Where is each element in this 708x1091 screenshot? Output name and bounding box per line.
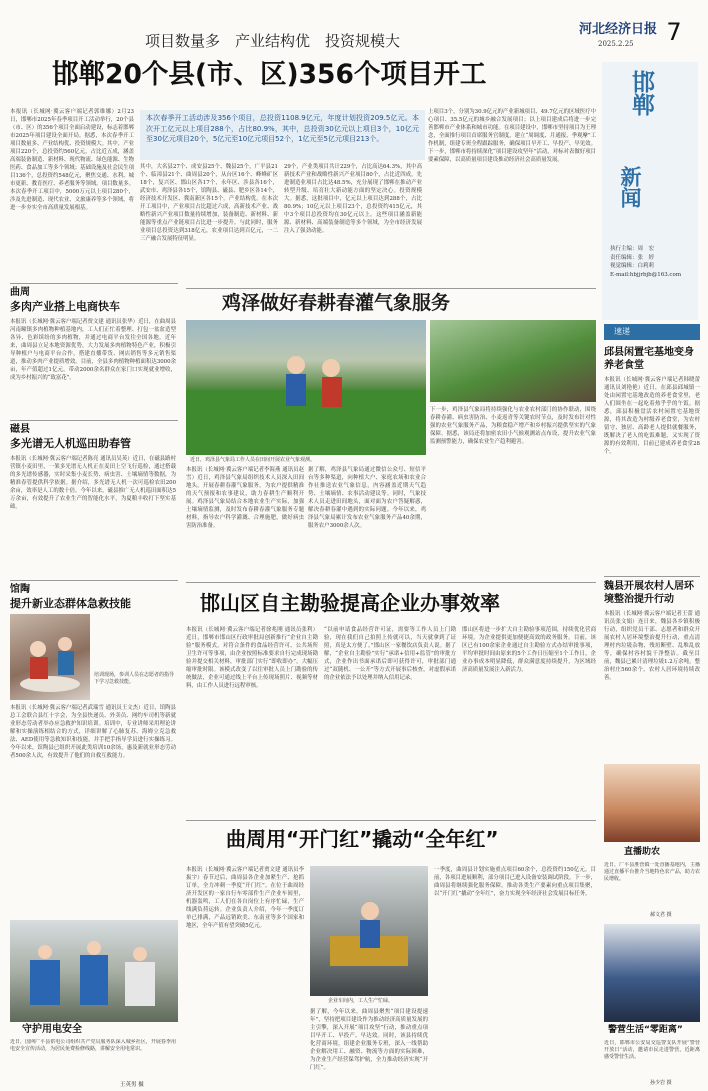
police-credit: 孙少岩 摄 — [650, 1080, 672, 1086]
police-photo — [604, 924, 700, 1022]
jize-column-3: 下一步，鸡泽县气象局将持续强化与农业农村部门的协作联动，围绕春耕春灌、病虫害防治、小麦返青等关键农时节点，及时发布针对性强的农业气象服务产品，为粮食稳产增产和乡村振兴提供坚实的气象保障。据悉，该局还将加密农田小气候观测站点布设，提升农业气象监测预警能力，确保农业生产趋利避害。 — [430, 407, 596, 445]
editor-line: 视觉编辑：白莉莉 — [610, 263, 655, 269]
page-number: 7 — [666, 18, 682, 46]
sudi-banner-label: 速递 — [614, 327, 630, 336]
section-city: 邯郸 — [628, 70, 654, 116]
shouhu-credit: 王英男 摄 — [120, 1082, 144, 1088]
hanshan-column-1: 本报讯（长城网·冀云客户端记者徐兆刚 通讯员张利）近日，邯郸市邯山区行政审批局创新推行“企业自主勘验”服务模式，对符合条件的食品经营许可、公共场所卫生许可等事项，由企业按照标准要求自行完成现场勘验并提交相关材料，审批部门实行“即收即办”，大幅压缩审批时限。该模式改变了以往审批人员上门勘验的传统做法，企业可通过线上平台上传现场照片、视频等材料，由工作人员进行远程审核。 — [186, 627, 318, 689]
divider — [604, 576, 700, 577]
lead-highlight-box — [140, 110, 425, 160]
hanshan-column-3: 邯山区将进一步扩大自主勘验事项范围，持续优化营商环境，为企业提供更加便捷高效的政务服务。目前，该区已有100余家企业通过自主勘验方式办结审批事项，平均审批时间由原来的5个工作日压缩至1个工作日，企业办事成本明显降低，群众满意度持续提升，为区域经济高质量发展注入新活力。 — [462, 627, 596, 673]
section-label: 新闻 — [618, 166, 642, 208]
sudi-item1-headline: 邱县闲置宅基地变身养老食堂 — [604, 347, 694, 371]
divider — [10, 283, 178, 284]
guantao-photo-art — [10, 614, 90, 700]
live-caption: 近日，广平县胜营镇一处直播基地内，主播通过直播平台推介当地特色农产品，助力农民增收。 — [604, 862, 700, 882]
lead-column-3: 29个，产业类项目共计229个，占比高达64.3%，其中高新技术产业和战略性新兴产业项目80个，占比近四成，先进制造业项目占比达48.5%，充分展现了邯郸在推动产业转型升级、培育壮大新动能方面的坚定决心。投资规模大。据悉，这批项目中，亿元以上项目达到288个，占比80.9%；10亿元以上项目23个，总投资约415亿元，其中3个项目总投资均在30亿元以上。这些项目涵盖新能源、新材料、高端装备制造等多个领域，为全市经济发展注入了强劲动能。 — [284, 164, 422, 234]
jize-column-2: 据了解，鸡泽县气象局通过微信公众号、短信平台等多种渠道，向种植大户、家庭农场和农业合作社推送农业气象信息，内容涵盖近期天气趋势、土壤墒情、农事活动建议等。同时，气象技术人员走进田间地头，面对面为农户答疑解惑，解决春耕春灌中遇到的实际问题。今年以来，鸡泽县气象局累计发布农业气象服务产品40余期，服务农户3000余人次。 — [308, 467, 426, 529]
quzhou-body: 本报讯（长城网·冀云客户端记者贾文建 通讯员张华）近日，在曲周县河南疃镇多肉植物种植基地内，工人们正忙着整理、打包一盆盆造型各异、色彩缤纷的多肉植物，并通过电商平台发往全国各地。近年来，曲周县立足本地资源优势，大力发展多肉植物特色产业，积极引导种植户与电商平台合作，搭建直播带货、网店销售等多元销售渠道，推动多肉产业提质增效。目前，全县多肉植物种植面积达3000余亩，年产值超过1亿元，带动2000余名群众在家门口实现就业增收，成为乡村振兴的“致富花”。 — [10, 319, 176, 381]
lead-highlight-text: 本次春季开工活动涉及356个项目，总投资1108.9亿元，年度计划投资209.5亿元。本次开工亿元以上项目288个，占比80.9%，其中，总投资30亿元以上项目3个，10亿元至30亿元项目20个，5亿元至10亿元项目52个，1亿元至5亿元项目213个。 — [146, 114, 419, 143]
section-sidebar — [602, 62, 698, 320]
quzhou-location: 曲周 — [10, 287, 30, 298]
sudi-item2-headline: 魏县开展农村人居环境整治提升行动 — [604, 581, 694, 605]
guantao-photo — [10, 614, 90, 700]
guantao-headline: 提升新业态群体急救技能 — [10, 597, 131, 610]
editor-box — [610, 245, 692, 279]
lead-column-1: 本报讯（长城网·冀云客户端记者郭维娜）2月23日，邯郸市2025年春季项目开工活动举行，20个县（市、区）的356个项目全面启动建设，标志着邯郸市2025年项目建设全面开局。据悉，本次春季开工项目数量多、产业结构优、投资规模大。其中，产业项目220个，总投资约560亿元，占比近五成，涵盖高端装备制造、新材料、现代物流、绿色能源、生物医药、食品加工等多个领域；基础设施及社会民生项目136个，总投资约548亿元，聚焦交通、水利、城市更新、教育医疗、养老服务等领域。项目数量多。本次春季开工项目中，5000万元以上项目280个，涉及先进制造、现代农业、文旅康养等多个领域，将进一步夯实全市高质量发展根基。 — [10, 109, 134, 211]
lead-column-2: 其中，大名县27个、成安县25个、魏县25个，广平县21个、临漳县21个、曲周县20个，从台区16个、峰峰矿区18个，复兴区、邯山区各17个，永年区、涉县各16个，武安市、鸡泽县各15个，馆陶县、磁县、肥乡区各14个，经济技术开发区、冀南新区各15个。产业结构优。在本次开工项目中，产业项目占比超过六成，高新技术产业、战略性新兴产业项目数量持续增加，装备制造、新材料、新能源等重点产业链项目占比进一步提升。与此同时，服务业项目总投资达到318亿元，农业项目达到百亿元，一二三产融合发展特征明显。 — [140, 164, 278, 242]
page-title-band — [0, 0, 708, 50]
shouhu-photo-art — [10, 920, 178, 1022]
jize-headline: 鸡泽做好春耕春灌气象服务 — [222, 292, 451, 314]
shouhu-headline: 守护用电安全 — [22, 1024, 82, 1035]
guantao-location: 馆陶 — [10, 584, 30, 595]
divider — [186, 820, 596, 821]
jize-photo — [186, 320, 426, 455]
kaimen-photo — [310, 866, 428, 996]
live-headline: 直播助农 — [624, 847, 661, 857]
sudi-item1-body: 本报讯（长城网·冀云客户端记者韩晓蕾 通讯员刘艳艳）近日，在邱县邱城镇一处由闲置宅基地改造的养老食堂里，老人们围坐在一起吃着热乎乎的午饭。据悉，邱县积极盘活农村闲置宅基地资源，将其改造为村级养老食堂，为农村留守、独居、高龄老人提供就餐服务，既解决了老人的吃饭难题，又实现了资源的有效利用，目前已建成养老食堂28个。 — [604, 377, 700, 455]
guantao-body: 本报讯（长城网·冀云客户端记者武瑞雪 通讯员王文杰）近日，馆陶县总工会联合县红十字会，为全县快递员、外卖员、网约车司机等新就业形态劳动者举办应急救护知识培训。培训中，专业讲师采用理论讲解和实操演练相结合的方式，详细讲解了心肺复苏、海姆立克急救法、AED使用等急救知识和技能，并手把手指导学员进行实操练习。今年以来，馆陶县已组织开展此类培训10余场，惠及新就业形态劳动者500余人次，有效提升了他们的自救互救能力。 — [10, 705, 176, 759]
quzhou-headline: 多肉产业搭上电商快车 — [10, 300, 120, 313]
editor-line: 责任编辑：张 婷 — [610, 254, 655, 261]
divider — [10, 420, 178, 421]
lead-column-4: 上项目3个，分别为30.9亿元的产业新城项目、49.7亿元的区域医疗中心项目、35.5亿元的城乡融合发展项目；以上项目建成后将进一步完善邯郸市产业体系和城市功能。在项目建设中，邯郸市坚持项目为王理念，全面推行项目首席服务官制度，建立“周调度、月通报、季观摩”工作机制，组建专班全程跟踪服务，确保项目早开工、早投产、早见效。下一步，邯郸市将持续深化“项目建设攻坚年”活动，对标对表做好项目要素保障，以高质量项目建设推动经济社会高质量发展。 — [428, 109, 596, 163]
divider — [186, 582, 596, 583]
lead-headline: 邯郸20个县(市、区)356个项目开工 — [52, 59, 487, 90]
publish-date: 2025.2.25 — [598, 40, 634, 48]
live-photo — [604, 764, 700, 842]
jize-column-1: 本报讯（长城网·冀云客户端记者李海燕 通讯员赵雪）近日，鸡泽县气象局组织技术人员深入田间地头，开展春耕春灌气象服务，为农户提供精准的天气预报和农事建议，助力春耕生产顺利开展。鸡泽县气象局结合本地农业生产实际，加强土壤墒情监测，及时发布春耕春灌气象服务专题材料，指导农户科学灌溉、合理施肥，做好病虫害防治准备。 — [186, 467, 304, 529]
editor-email: E-mail:hbjjrbjb@163.com — [610, 271, 682, 278]
jize-photo-2 — [430, 320, 596, 402]
shouhu-photo — [10, 920, 178, 1022]
police-headline: 警营生活“零距离” — [608, 1025, 683, 1035]
kaimen-photo-caption: 企业车间内，工人生产忙碌。 — [328, 998, 394, 1004]
masthead-kicker: 项目数量多 产业结构优 投资规模大 — [145, 32, 401, 50]
hanshan-headline: 邯山区自主勘验提高企业办事效率 — [200, 591, 500, 615]
jize-photo-art — [186, 320, 426, 455]
cixian-location: 磁县 — [10, 424, 30, 435]
paper-name: 河北经济日报 — [579, 22, 658, 37]
cixian-headline: 多光谱无人机巡田助春管 — [10, 437, 131, 450]
police-caption: 近日，邯郸市公安局交巡警支队开展“警营开放日”活动，邀请市民走进警营，近距离感受警营生活。 — [604, 1040, 700, 1060]
cixian-body: 本报讯（长城网·冀云客户端记者陈亮 通讯员吴英）近日，在磁县路村营镇小麦田里，一架多光谱无人机正在麦田上空飞行巡检，通过搭载的多光谱传感器，实时采集小麦长势、病虫害、土壤墒情等数据，为精准春管提供科学依据。据介绍，多光谱无人机一次可巡检农田200余亩，效率是人工的数十倍。今年以来，磁县推广无人机巡田面积达5万余亩，有效提升了农业生产的智能化水平，为夏粮丰收打下坚实基础。 — [10, 456, 176, 510]
kaimen-column-2: 据了解，今年以来，曲周县聚焦“项目建设提速年”，坚持把项目建设作为推动经济高质量发展的主引擎，深入开展“项目攻坚”行动，推动重点项目早开工、早投产、早达效。同时，该县持续优化营商环境，组建企业服务专班，深入一线帮助企业解决用工、融资、物流等方面的实际困难，为企业生产经营保驾护航，全力推动经济实现“开门红”。 — [310, 1009, 428, 1071]
editor-line: 执行主编：周 宏 — [610, 246, 655, 252]
quzhou-kaimen-headline: 曲周用“开门红”撬动“全年红” — [226, 827, 499, 851]
live-credit: 郝文君 摄 — [650, 912, 672, 918]
divider — [10, 580, 178, 581]
kaimen-column-1: 本报讯（长城网·冀云客户端记者贾文建 通讯员李振宇）春节过后，曲周县各企业加紧生产、抢抓订单，全力冲刺一季度“开门红”。在位于曲周经济开发区的一家自行车零部件生产企业车间里，机器轰鸣，工人们在各自岗位上有序忙碌，生产线满负荷运转。企业负责人介绍，今年一季度订单已排满，产品远销欧美、东南亚等多个国家和地区，全年产值有望突破5亿元。 — [186, 867, 304, 929]
kaimen-photo-art — [310, 866, 428, 996]
sudi-item2-body: 本报讯（长城网·冀云客户端记者王蕾 通讯员张文娟）连日来，魏县各乡镇积极行动，组织党员干部、志愿者和群众开展农村人居环境整治提升行动，重点清理村内垃圾杂物、残垣断壁、乱堆乱放等，确保村容村貌干净整洁。截至目前，魏县已累计清理垃圾1.2万余吨，整治村庄560余个，农村人居环境持续改善。 — [604, 611, 700, 681]
hanshan-column-2: “以前申请食品经营许可证，需要等工作人员上门勘验，现在我们自己拍照上传就可以，当天就拿到了证照，真是太方便了。”邯山区一家餐饮店负责人说。据了解，“企业自主勘验”实行“承诺+信用+监管”的审批方式，企业作出书面承诺后即可获得许可，审批部门通过“双随机、一公开”等方式开展事后核查，对虚假承诺的企业依法予以处理并纳入信用记录。 — [324, 627, 456, 681]
kaimen-column-3: 一季度，曲周县计划实施重点项目60余个，总投资约150亿元。目前，各项目进展顺利，部分项目已进入设备安装调试阶段。下一步，曲周县将继续强化服务保障，推动各类生产要素向重点项目集聚，以“开门红”撬动“全年红”，奋力实现全年经济社会发展目标任务。 — [434, 867, 596, 897]
jize-photo-caption: 近日，鸡泽县气象局工作人员在田间开展农业气象观测。 — [190, 457, 316, 463]
shouhu-caption: 近日，国网广平县供电公司组织共产党员服务队深入城乡社区，开展春季用电安全宣传活动，为居民免费检修线路，讲解安全用电常识。 — [10, 1039, 176, 1052]
divider — [186, 288, 596, 289]
sudi-banner — [604, 324, 700, 340]
guantao-photo-caption: 培训现场，参训人员在志愿者的指导下学习急救技能。 — [94, 672, 175, 685]
